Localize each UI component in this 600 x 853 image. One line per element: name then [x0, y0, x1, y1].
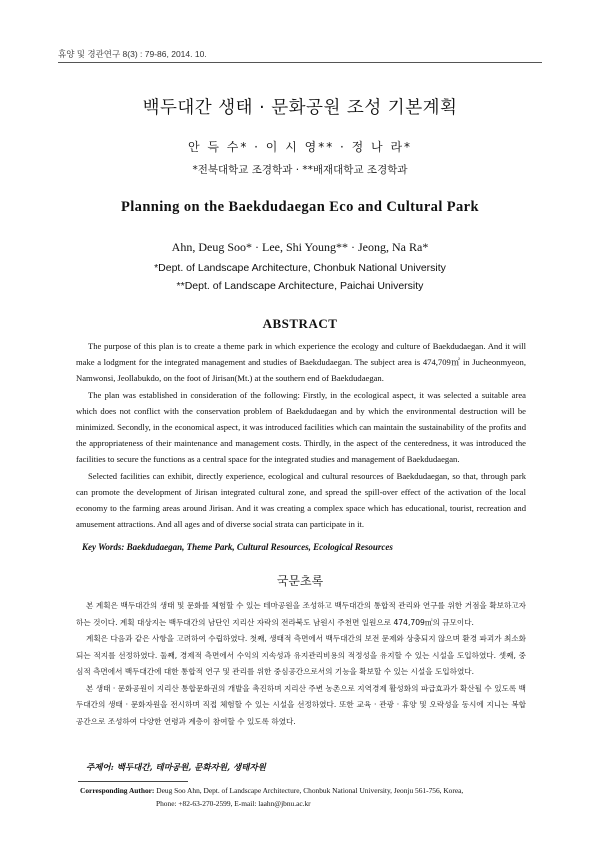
korean-abstract-heading: 국문초록 — [276, 574, 324, 588]
english-affiliation-1: *Dept. of Landscape Architecture, Chonbuk National University — [154, 262, 446, 274]
korean-abstract-paragraph: 본 생태 · 문화공원이 지리산 통합문화권의 개발을 촉진하며 지리산 주변 농촌으로 지역경제 활성화의 파급효과가 확산될 수 있도록 백두대간의 생태 · 문화자원을 전시하며 직접 체험할 수 있는 시설을 선정하였다. 또한 교육 · 관광 · 휴양 및 오락성을 동시에 지니는 복합 공간으로 조성하여 다양한 연령과 계층이 참여할 수 있도록 하였다. — [76, 683, 526, 726]
footnote-line-1 — [80, 784, 550, 797]
korean-abstract-paragraph: 계획은 다음과 같은 사항을 고려하여 수립하였다. 첫째, 생태적 측면에서 백두대간의 보전 문제와 상충되지 않으며 환경 파괴가 최소화되는 적지를 선정하였다. 둘째, 경제적 측면에서 수익의 지속성과 유지관리비용의 적정성을 유지할 수 있는 시설을 도입하였다. 셋째, 중심적 측면에서 백두대간에 대한 통합적 연구 및 관리를 위한 중심공간으로서의 기능을 확보할 수 있는 시설을 도입하였다. — [76, 634, 526, 676]
journal-header: 휴양 및 경관연구 8(3) : 79-86, 2014. 10. — [58, 49, 207, 59]
abstract-heading: ABSTRACT — [262, 316, 338, 331]
abstract-paragraph: The purpose of this plan is to create a theme park in which experience the ecology and culture of Baekdudaegan. And it will make a lodgment for the integrated management and studies of Baekdudaegan. The subject area is 474,709㎡ in Jucheonmyeon, Namwonsi, Jeollabukdo, on the foot of Jirisan(Mt.) at the southern end of Baekdudaegan. — [76, 341, 526, 384]
english-authors: Ahn, Deug Soo* · Lee, Shi Young** · Jeong, Na Ra* — [171, 240, 429, 254]
korean-key-words: 주제어: 백두대간, 테마공원, 문화자원, 생태자원 — [86, 763, 266, 773]
footnote-text-1: Deug Soo Ahn, Dept. of Landscape Architecture, Chonbuk National University, Jeonju 561-756, Korea, — [156, 786, 464, 795]
abstract-paragraph: Selected facilities can exhibit, directly experience, ecological and cultural resources of Baekdudaegan, so that, through park can promote the development of Jirisan integrated cultural zone, and spread the spill-over effect of the activation of the local economy to the farming areas around Jirisan. And it was creating a complex space which has educational, tourist, recreation and amusement attractions. And all ages and of diverse social strata can participate in it. — [76, 470, 526, 530]
footnote-line-2: Phone: +82-63-270-2599, E-mail: laahn@jbnu.ac.kr — [156, 799, 311, 808]
header-divider — [58, 62, 542, 63]
korean-title: 백두대간 생태 · 문화공원 조성 기본계획 — [142, 98, 458, 118]
english-title: Planning on the Baekdudaegan Eco and Cultural Park — [120, 199, 479, 215]
footnote-label: Corresponding Author: — [80, 786, 155, 795]
footnote — [80, 784, 550, 810]
footnote-divider — [78, 781, 188, 782]
key-words: Key Words: Baekdudaegan, Theme Park, Cultural Resources, Ecological Resources — [82, 542, 393, 552]
korean-abstract-paragraph: 본 계획은 백두대간의 생태 및 문화를 체험할 수 있는 테마공원을 조성하고 백두대간의 통합적 관리와 연구를 위한 거점을 확보하고자 하는 것이다. 계획 대상지는 백두대간의 남단인 지리산 자락의 전라북도 남원시 주천면 일원으로 474,709㎡의 규모이다. — [76, 601, 526, 627]
english-affiliation-2: **Dept. of Landscape Architecture, Paichai University — [176, 280, 424, 292]
abstract-paragraph: The plan was established in consideration of the following: Firstly, in the ecological aspect, it was selected a suitable area which does not conflict with the conservation problem of Baekdudaegan and by which the environmental destruction will be minimized. Secondly, in the economical aspect, it was introduced facilities which can maintain the sustainability of the profits and the appropriateness of their maintenance and management costs. Thirdly, in the aspect of the centeredness, it was introduced the facilities to secure the functions as a central space for the integrated studies and management of Baekdudaegan. — [76, 389, 526, 465]
korean-affiliations: *전북대학교 조경학과 · **배재대학교 조경학과 — [192, 164, 408, 176]
abstract-body — [76, 338, 526, 532]
korean-authors: 안 득 수* · 이 시 영** · 정 나 라* — [187, 140, 413, 154]
korean-abstract-body — [76, 598, 526, 730]
